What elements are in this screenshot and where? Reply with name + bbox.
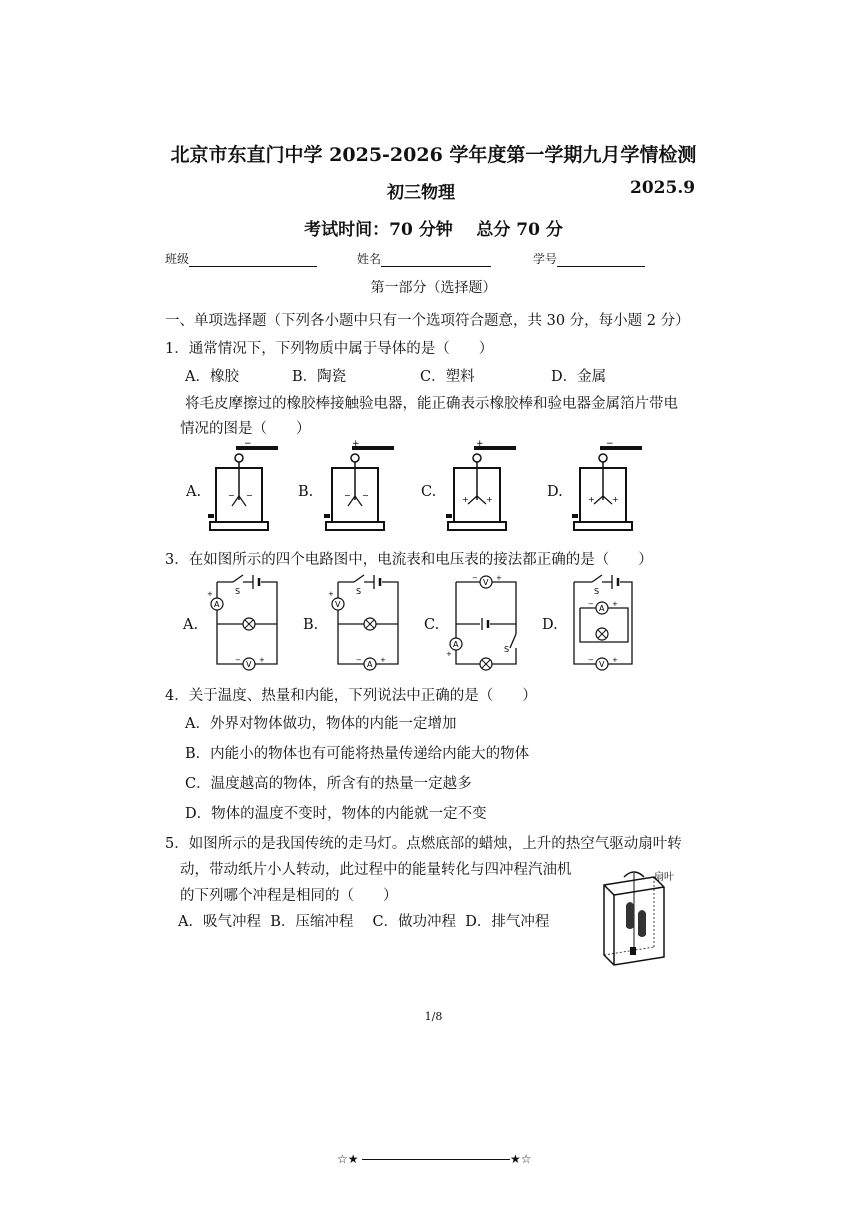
fan-blade-label: 扇叶 xyxy=(654,872,674,883)
svg-text:+: + xyxy=(486,495,493,504)
q5-options[interactable]: A．吸气冲程 B．压缩冲程 C．做功冲程 D．排气冲程 xyxy=(178,914,550,930)
page-number: 1/8 xyxy=(424,1010,443,1023)
svg-text:−: − xyxy=(246,491,253,500)
electroscope-figure-d xyxy=(570,440,650,536)
subject: 初三物理 xyxy=(387,183,455,203)
q3-option-b[interactable]: B. xyxy=(303,617,319,633)
svg-text:−: − xyxy=(588,656,594,664)
circuit-figure-c xyxy=(444,572,524,672)
q4-option-a[interactable]: A．外界对物体做功，物体的内能一定增加 xyxy=(185,716,457,732)
svg-text:+: + xyxy=(496,574,502,582)
circuit-figure-b xyxy=(326,572,406,672)
name-label: 姓名 xyxy=(357,252,382,266)
q5-stem-line2: 动，带动纸片小人转动，此过程中的能量转化与四冲程汽油机 xyxy=(180,862,572,878)
footer-stars-left: ☆★ xyxy=(337,1152,359,1166)
svg-text:V: V xyxy=(599,660,605,669)
q4-option-b[interactable]: B．内能小的物体也有可能将热量传递给内能大的物体 xyxy=(185,746,530,762)
class-blank[interactable] xyxy=(189,252,317,267)
class-label: 班级 xyxy=(165,252,190,266)
svg-text:−: − xyxy=(228,491,235,500)
svg-text:+: + xyxy=(446,650,452,658)
svg-text:−: − xyxy=(244,440,252,449)
q4-option-c[interactable]: C．温度越高的物体，所含有的热量一定越多 xyxy=(185,776,472,792)
id-label: 学号 xyxy=(533,252,558,266)
svg-text:A: A xyxy=(453,640,459,649)
svg-text:S: S xyxy=(594,587,600,596)
svg-text:+: + xyxy=(476,440,484,449)
electroscope-figure-b xyxy=(322,440,402,536)
part-title: 第一部分（选择题） xyxy=(370,280,497,296)
q5-stem-line1: 5．如图所示的是我国传统的走马灯。点燃底部的蜡烛，上升的热空气驱动扇叶转 xyxy=(165,836,682,852)
q1-stem: 1．通常情况下，下列物质中属于导体的是（ ） xyxy=(165,341,494,357)
class-field xyxy=(165,250,317,267)
svg-text:+: + xyxy=(328,590,334,598)
q3-option-d[interactable]: D. xyxy=(542,617,558,633)
q3-option-c[interactable]: C. xyxy=(424,617,440,633)
svg-text:−: − xyxy=(356,656,362,664)
id-blank[interactable] xyxy=(557,252,645,267)
svg-text:+: + xyxy=(588,495,595,504)
svg-text:+: + xyxy=(259,656,265,664)
svg-text:V: V xyxy=(335,600,341,609)
svg-text:+: + xyxy=(462,495,469,504)
footer-divider xyxy=(362,1159,510,1160)
svg-text:+: + xyxy=(612,656,618,664)
section-title: 一、单项选择题（下列各小题中只有一个选项符合题意，共 30 分，每小题 2 分） xyxy=(165,313,690,329)
q3-stem: 3．在如图所示的四个电路图中，电流表和电压表的接法都正确的是（ ） xyxy=(165,552,653,568)
svg-text:V: V xyxy=(246,660,252,669)
svg-text:−: − xyxy=(344,491,351,500)
q2-stem-line1: 将毛皮摩擦过的橡胶棒接触验电器，能正确表示橡胶棒和验电器金属箔片带电 xyxy=(185,396,678,412)
svg-text:A: A xyxy=(367,660,373,669)
q1-option-d[interactable]: D．金属 xyxy=(551,369,607,385)
svg-text:+: + xyxy=(612,600,618,608)
svg-text:+: + xyxy=(352,440,360,449)
svg-text:S: S xyxy=(235,587,241,596)
id-field xyxy=(533,250,645,267)
q1-option-b[interactable]: B．陶瓷 xyxy=(292,369,347,385)
q2-option-d[interactable]: D. xyxy=(547,484,563,500)
svg-text:A: A xyxy=(599,604,605,613)
name-field xyxy=(357,250,491,267)
electroscope-figure-a xyxy=(206,440,286,536)
svg-text:A: A xyxy=(214,600,220,609)
q4-stem: 4．关于温度、热量和内能，下列说法中正确的是（ ） xyxy=(165,688,537,704)
svg-text:−: − xyxy=(606,440,614,449)
svg-text:−: − xyxy=(235,656,241,664)
q1-option-a[interactable]: A．橡胶 xyxy=(185,369,239,385)
circuit-figure-d xyxy=(566,572,646,672)
exam-info: 考试时间：70 分钟 总分 70 分 xyxy=(304,220,563,240)
exam-date: 2025.9 xyxy=(630,178,696,198)
svg-text:S: S xyxy=(356,587,362,596)
svg-text:V: V xyxy=(483,578,489,587)
q2-option-c[interactable]: C. xyxy=(421,484,437,500)
svg-text:S: S xyxy=(504,645,510,654)
exam-title: 北京市东直门中学 2025-2026 学年度第一学期九月学情检测 xyxy=(170,144,697,166)
svg-text:−: − xyxy=(362,491,369,500)
circuit-figure-a xyxy=(205,572,285,672)
electroscope-figure-c xyxy=(444,440,524,536)
svg-text:+: + xyxy=(380,656,386,664)
q5-stem-line3: 的下列哪个冲程是相同的（ ） xyxy=(180,888,398,904)
svg-text:+: + xyxy=(612,495,619,504)
svg-text:+: + xyxy=(207,590,213,598)
footer-stars-right: ★☆ xyxy=(510,1152,532,1166)
q2-stem-line2: 情况的图是（ ） xyxy=(180,421,311,437)
q1-option-c[interactable]: C．塑料 xyxy=(420,369,475,385)
svg-text:−: − xyxy=(472,574,478,582)
name-blank[interactable] xyxy=(381,252,491,267)
q2-option-b[interactable]: B. xyxy=(298,484,314,500)
q3-option-a[interactable]: A. xyxy=(183,617,199,633)
q4-option-d[interactable]: D．物体的温度不变时，物体的内能就一定不变 xyxy=(185,806,487,822)
svg-text:−: − xyxy=(588,600,594,608)
q2-option-a[interactable]: A. xyxy=(186,484,202,500)
